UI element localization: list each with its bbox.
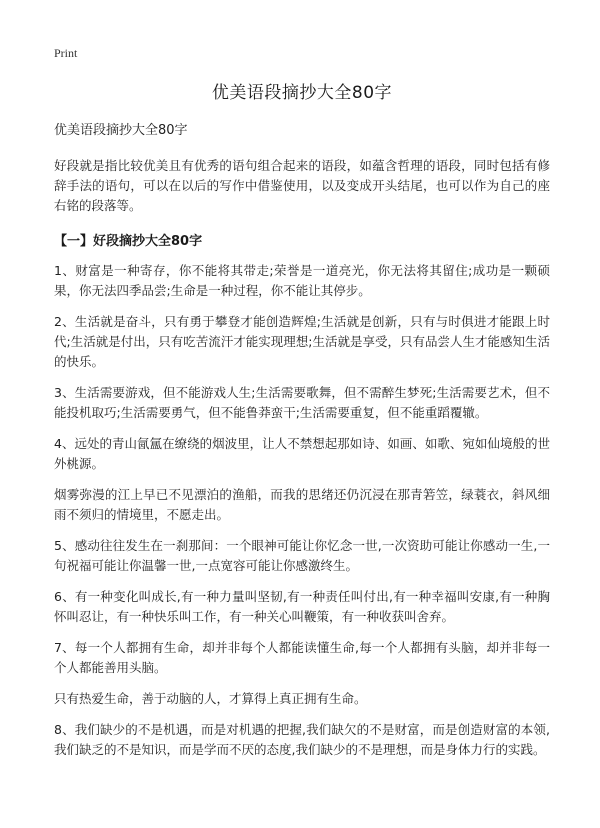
page-title: 优美语段摘抄大全80字 — [211, 83, 393, 103]
paragraph-7-continued: 只有热爱生命，善于动脑的人，才算得上真正拥有生命。 — [54, 691, 367, 706]
paragraph-7: 7、每一个人都拥有生命，却并非每个人都能读懂生命,每一个人都拥有头脑，却并非每一个人都能善用头脑。 — [54, 640, 550, 675]
paragraph-4-continued: 烟雾弥漫的江上早已不见漂泊的渔船，而我的思绪还仍沉浸在那青箬笠，绿蓑衣，斜风细雨不须归的情境里，不愿走出。 — [54, 487, 550, 522]
paragraph-3: 3、生活需要游戏，但不能游戏人生;生活需要歌舞，但不需醉生梦死;生活需要艺术，但不能投机取巧;生活需要勇气，但不能鲁莽蛮干;生活需要重复，但不能重蹈覆辙。 — [54, 385, 550, 420]
paragraph-4: 4、远处的青山氤氲在缭绕的烟波里，让人不禁想起那如诗、如画、如歌、宛如仙境般的世外桃源。 — [54, 436, 550, 471]
paragraph-2: 2、生活就是奋斗，只有勇于攀登才能创造辉煌;生活就是创新，只有与时俱进才能跟上时代;生活就是付出，只有吃苦流汗才能实现理想;生活就是享受，只有品尝人生才能感知生活的快乐。 — [54, 314, 550, 369]
section-heading: 【一】好段摘抄大全80字 — [54, 234, 203, 249]
document-body — [54, 78, 550, 771]
paragraph-8: 8、我们缺少的不是机遇，而是对机遇的把握,我们缺欠的不是财富，而是创造财富的本领,我们缺乏的不是知识，而是学而不厌的态度,我们缺少的不是理想，而是身体力行的实践。 — [54, 722, 550, 757]
paragraph-5: 5、感动往往发生在一刹那间：一个眼神可能让你忆念一世,一次资助可能让你感动一生,一句祝福可能让你温馨一世,一点宽容可能让你感激终生。 — [54, 538, 550, 573]
document-subtitle: 优美语段摘抄大全80字 — [54, 123, 188, 138]
paragraph-6: 6、有一种变化叫成长,有一种力量叫坚韧,有一种责任叫付出,有一种幸福叫安康,有一种胸怀叫忍让，有一种快乐叫工作，有一种关心叫鞭策，有一种收获叫舍弃。 — [54, 589, 550, 624]
intro-paragraph: 好段就是指比较优美且有优秀的语句组合起来的语段，如蕴含哲理的语段，同时包括有修辞手法的语句，可以在以后的写作中借鉴使用，以及变成开头结尾，也可以作为自己的座右铭的段落等。 — [54, 158, 550, 213]
print-link[interactable]: Print — [54, 46, 78, 60]
paragraph-1: 1、财富是一种寄存，你不能将其带走;荣誉是一道亮光，你无法将其留住;成功是一颗硕果，你无法四季品尝;生命是一种过程，你不能让其停步。 — [54, 263, 550, 298]
